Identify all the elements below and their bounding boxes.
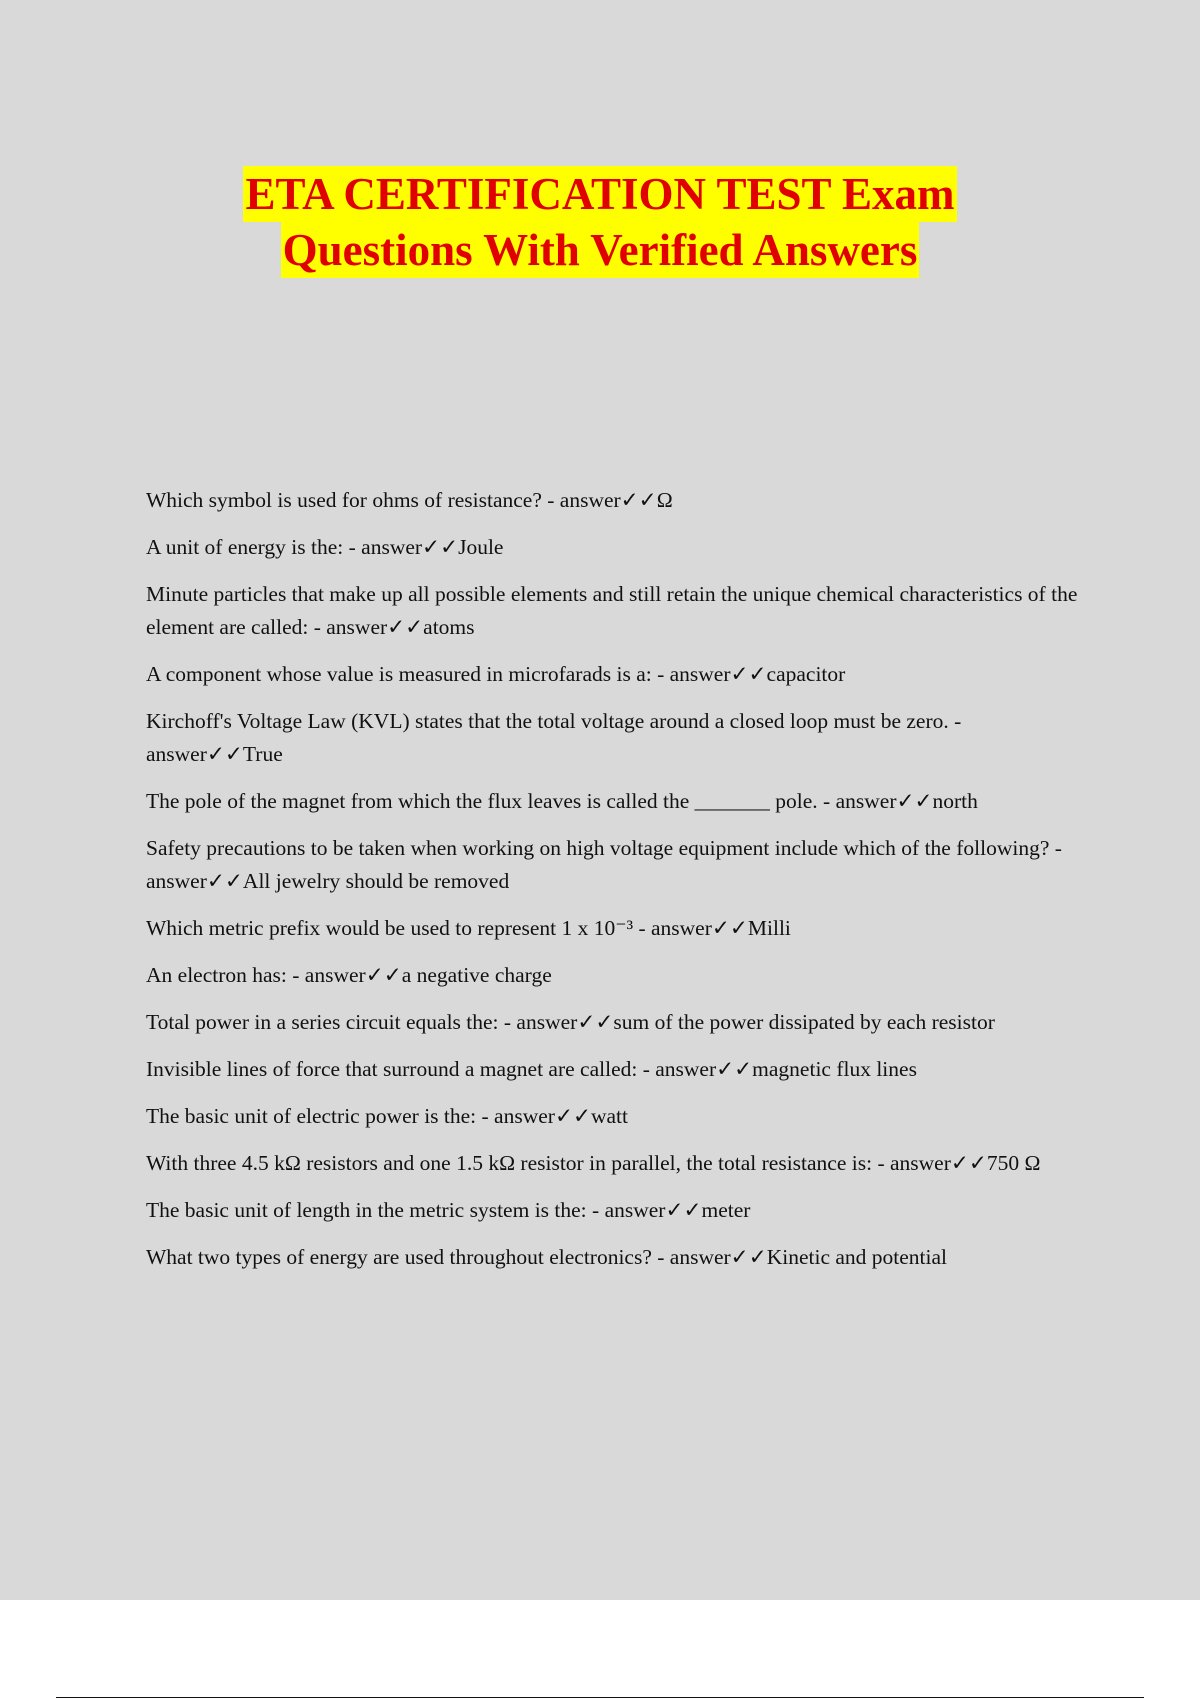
qa-item: A component whose value is measured in microfarads is a: - answer✓✓capacitor <box>146 662 846 686</box>
qa-item: Safety precautions to be taken when working on high voltage equipment include which of the following? - answer✓✓All jewelry should be removed <box>146 836 1062 893</box>
document-title <box>0 166 1200 278</box>
qa-item: Which metric prefix would be used to represent 1 x 10⁻³ - answer✓✓Milli <box>146 916 791 940</box>
qa-item: Minute particles that make up all possible elements and still retain the unique chemical characteristics of the element are called: - answer✓✓atoms <box>146 582 1078 639</box>
title-line-1: ETA CERTIFICATION TEST Exam <box>243 166 956 222</box>
qa-item: The basic unit of electric power is the: - answer✓✓watt <box>146 1104 628 1128</box>
qa-item: A unit of energy is the: - answer✓✓Joule <box>146 535 504 559</box>
qa-item: Kirchoff's Voltage Law (KVL) states that the total voltage around a closed loop must be zero. - answer✓✓True <box>146 709 962 766</box>
qa-item: Which symbol is used for ohms of resistance? - answer✓✓Ω <box>146 488 673 512</box>
title-line-2: Questions With Verified Answers <box>281 222 920 278</box>
footer-divider <box>56 1697 1144 1698</box>
qa-item: Invisible lines of force that surround a magnet are called: - answer✓✓magnetic flux lines <box>146 1057 917 1081</box>
qa-item: The pole of the magnet from which the flux leaves is called the _______ pole. - answer✓✓north <box>146 789 978 813</box>
qa-item: What two types of energy are used throughout electronics? - answer✓✓Kinetic and potential <box>146 1245 948 1269</box>
question-answer-list <box>146 484 1086 1288</box>
qa-item: An electron has: - answer✓✓a negative charge <box>146 963 552 987</box>
qa-item: With three 4.5 kΩ resistors and one 1.5 kΩ resistor in parallel, the total resistance is: - answer✓✓750 Ω <box>146 1151 1041 1175</box>
qa-item: Total power in a series circuit equals the: - answer✓✓sum of the power dissipated by each resistor <box>146 1010 995 1034</box>
qa-item: The basic unit of length in the metric system is the: - answer✓✓meter <box>146 1198 751 1222</box>
